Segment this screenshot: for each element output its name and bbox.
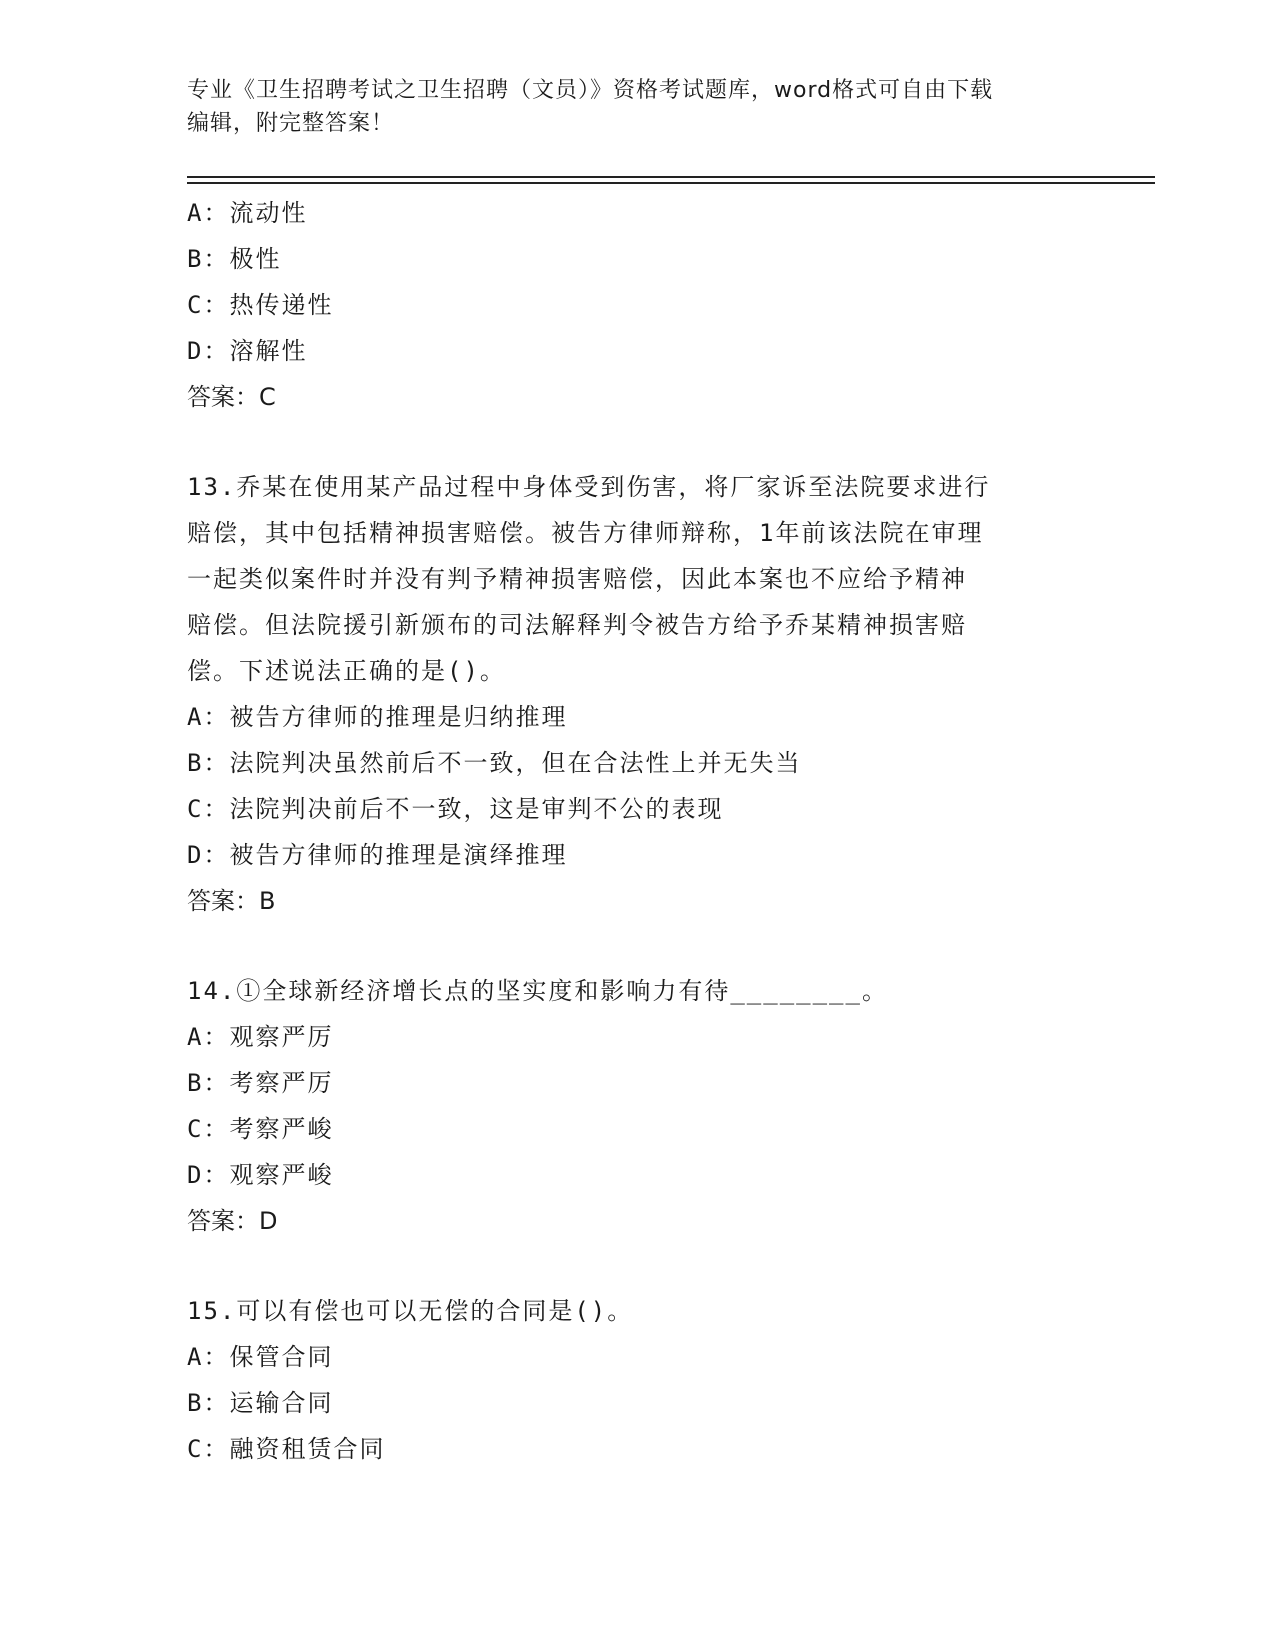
- option-d: D：溶解性: [187, 337, 308, 365]
- header-divider-top: [187, 176, 1155, 178]
- option-a: A：被告方律师的推理是归纳推理: [187, 703, 568, 731]
- spacer: [187, 1244, 1087, 1288]
- stem-line-1: 13.乔某在使用某产品过程中身体受到伤害，将厂家诉至法院要求进行: [187, 473, 991, 501]
- option-b: B：运输合同: [187, 1389, 334, 1417]
- option-a: A：观察严厉: [187, 1023, 334, 1051]
- spacer: [187, 924, 1087, 968]
- header-line-1: 专业《卫生招聘考试之卫生招聘（文员）》资格考试题库，word格式可自由下载: [187, 78, 994, 103]
- answer-line: 答案：B: [187, 887, 276, 915]
- option-b: B：法院判决虽然前后不一致，但在合法性上并无失当: [187, 749, 802, 777]
- option-c: C：融资租赁合同: [187, 1435, 386, 1463]
- question-list: [187, 190, 1087, 1472]
- header-divider-bottom: [187, 182, 1155, 184]
- stem-line-4: 赔偿。但法院援引新颁布的司法解释判令被告方给予乔某精神损害赔: [187, 611, 967, 639]
- option-a: A：保管合同: [187, 1343, 334, 1371]
- question-12: [187, 190, 1087, 420]
- option-c: C：考察严峻: [187, 1115, 334, 1143]
- stem-line-5: 偿。下述说法正确的是()。: [187, 657, 506, 685]
- stem-line-3: 一起类似案件时并没有判予精神损害赔偿，因此本案也不应给予精神: [187, 565, 967, 593]
- option-d: D：观察严峻: [187, 1161, 334, 1189]
- question-15: [187, 1288, 1087, 1472]
- spacer: [187, 420, 1087, 464]
- document-header: [187, 74, 1067, 140]
- question-stem: 15.可以有偿也可以无偿的合同是()。: [187, 1297, 634, 1325]
- option-a: A：流动性: [187, 199, 308, 227]
- option-b: B：考察严厉: [187, 1069, 334, 1097]
- header-line-2: 编辑，附完整答案！: [187, 111, 395, 136]
- question-stem: 14.①全球新经济增长点的坚实度和影响力有待________。: [187, 977, 888, 1005]
- answer-line: 答案：D: [187, 1207, 278, 1235]
- question-14: [187, 968, 1087, 1244]
- question-13: [187, 464, 1087, 924]
- option-c: C：法院判决前后不一致，这是审判不公的表现: [187, 795, 724, 823]
- option-d: D：被告方律师的推理是演绎推理: [187, 841, 568, 869]
- option-b: B：极性: [187, 245, 282, 273]
- question-stem: [187, 464, 1087, 694]
- answer-line: 答案：C: [187, 383, 276, 411]
- option-c: C：热传递性: [187, 291, 334, 319]
- stem-line-2: 赔偿，其中包括精神损害赔偿。被告方律师辩称，1年前该法院在审理: [187, 519, 984, 547]
